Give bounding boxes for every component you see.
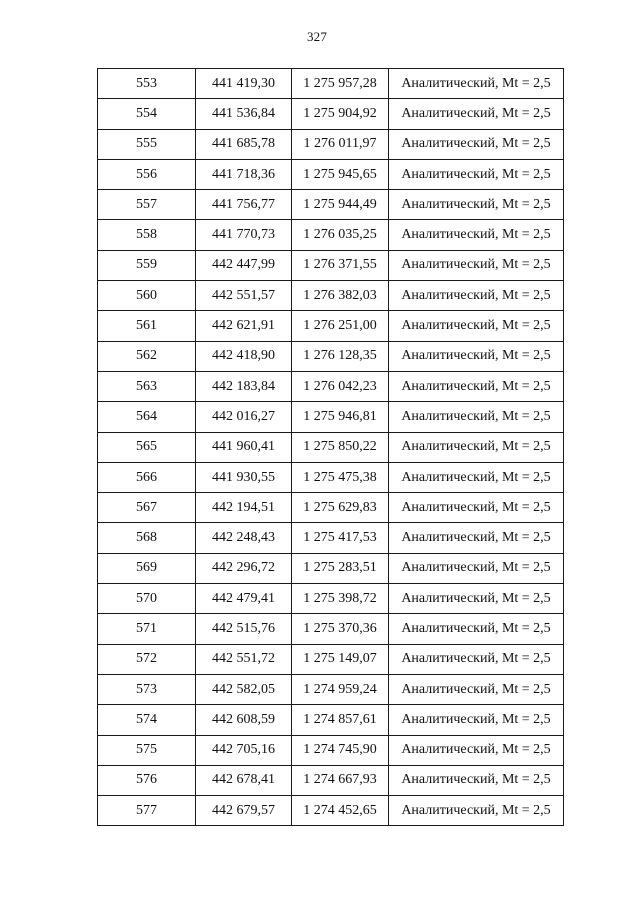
x-coordinate-cell: 442 608,59	[196, 705, 292, 735]
method-cell: Аналитический, Mt = 2,5	[389, 644, 564, 674]
method-cell: Аналитический, Mt = 2,5	[389, 220, 564, 250]
point-number-cell: 568	[98, 523, 196, 553]
x-coordinate-cell: 441 930,55	[196, 462, 292, 492]
y-coordinate-cell: 1 275 957,28	[292, 69, 389, 99]
point-number-cell: 572	[98, 644, 196, 674]
x-coordinate-cell: 441 685,78	[196, 129, 292, 159]
y-coordinate-cell: 1 276 251,00	[292, 311, 389, 341]
method-cell: Аналитический, Mt = 2,5	[389, 341, 564, 371]
coordinates-table	[97, 68, 564, 826]
point-number-cell: 576	[98, 765, 196, 795]
point-number-cell: 559	[98, 250, 196, 280]
x-coordinate-cell: 441 960,41	[196, 432, 292, 462]
method-cell: Аналитический, Mt = 2,5	[389, 735, 564, 765]
y-coordinate-cell: 1 274 745,90	[292, 735, 389, 765]
y-coordinate-cell: 1 276 128,35	[292, 341, 389, 371]
table-row	[98, 462, 564, 492]
point-number-cell: 554	[98, 99, 196, 129]
method-cell: Аналитический, Mt = 2,5	[389, 584, 564, 614]
y-coordinate-cell: 1 276 371,55	[292, 250, 389, 280]
method-cell: Аналитический, Mt = 2,5	[389, 432, 564, 462]
y-coordinate-cell: 1 275 398,72	[292, 584, 389, 614]
point-number-cell: 571	[98, 614, 196, 644]
y-coordinate-cell: 1 274 452,65	[292, 796, 389, 826]
point-number-cell: 553	[98, 69, 196, 99]
table-row	[98, 584, 564, 614]
coordinates-table-body	[98, 69, 564, 826]
method-cell: Аналитический, Mt = 2,5	[389, 765, 564, 795]
point-number-cell: 575	[98, 735, 196, 765]
y-coordinate-cell: 1 275 945,65	[292, 159, 389, 189]
table-row	[98, 129, 564, 159]
x-coordinate-cell: 441 419,30	[196, 69, 292, 99]
point-number-cell: 565	[98, 432, 196, 462]
y-coordinate-cell: 1 274 667,93	[292, 765, 389, 795]
point-number-cell: 577	[98, 796, 196, 826]
point-number-cell: 560	[98, 281, 196, 311]
y-coordinate-cell: 1 275 417,53	[292, 523, 389, 553]
method-cell: Аналитический, Mt = 2,5	[389, 553, 564, 583]
table-row	[98, 250, 564, 280]
x-coordinate-cell: 442 551,72	[196, 644, 292, 674]
table-row	[98, 432, 564, 462]
point-number-cell: 567	[98, 493, 196, 523]
table-row	[98, 220, 564, 250]
x-coordinate-cell: 442 621,91	[196, 311, 292, 341]
y-coordinate-cell: 1 276 035,25	[292, 220, 389, 250]
point-number-cell: 574	[98, 705, 196, 735]
table-row	[98, 796, 564, 826]
y-coordinate-cell: 1 274 959,24	[292, 674, 389, 704]
y-coordinate-cell: 1 276 042,23	[292, 371, 389, 401]
point-number-cell: 555	[98, 129, 196, 159]
page-number: 327	[306, 29, 328, 44]
method-cell: Аналитический, Mt = 2,5	[389, 493, 564, 523]
x-coordinate-cell: 442 551,57	[196, 281, 292, 311]
method-cell: Аналитический, Mt = 2,5	[389, 402, 564, 432]
method-cell: Аналитический, Mt = 2,5	[389, 69, 564, 99]
table-row	[98, 281, 564, 311]
x-coordinate-cell: 441 718,36	[196, 159, 292, 189]
table-row	[98, 493, 564, 523]
table-row	[98, 614, 564, 644]
table-row	[98, 341, 564, 371]
y-coordinate-cell: 1 275 904,92	[292, 99, 389, 129]
x-coordinate-cell: 442 418,90	[196, 341, 292, 371]
x-coordinate-cell: 442 679,57	[196, 796, 292, 826]
method-cell: Аналитический, Mt = 2,5	[389, 796, 564, 826]
x-coordinate-cell: 442 447,99	[196, 250, 292, 280]
y-coordinate-cell: 1 275 946,81	[292, 402, 389, 432]
method-cell: Аналитический, Mt = 2,5	[389, 371, 564, 401]
x-coordinate-cell: 442 479,41	[196, 584, 292, 614]
y-coordinate-cell: 1 275 370,36	[292, 614, 389, 644]
method-cell: Аналитический, Mt = 2,5	[389, 250, 564, 280]
x-coordinate-cell: 442 248,43	[196, 523, 292, 553]
y-coordinate-cell: 1 275 629,83	[292, 493, 389, 523]
method-cell: Аналитический, Mt = 2,5	[389, 99, 564, 129]
x-coordinate-cell: 442 183,84	[196, 371, 292, 401]
y-coordinate-cell: 1 275 475,38	[292, 462, 389, 492]
method-cell: Аналитический, Mt = 2,5	[389, 190, 564, 220]
point-number-cell: 573	[98, 674, 196, 704]
x-coordinate-cell: 442 705,16	[196, 735, 292, 765]
table-row	[98, 553, 564, 583]
y-coordinate-cell: 1 275 283,51	[292, 553, 389, 583]
x-coordinate-cell: 442 296,72	[196, 553, 292, 583]
table-row	[98, 159, 564, 189]
table-row	[98, 371, 564, 401]
x-coordinate-cell: 441 756,77	[196, 190, 292, 220]
x-coordinate-cell: 442 016,27	[196, 402, 292, 432]
y-coordinate-cell: 1 276 011,97	[292, 129, 389, 159]
point-number-cell: 557	[98, 190, 196, 220]
point-number-cell: 566	[98, 462, 196, 492]
table-row	[98, 402, 564, 432]
y-coordinate-cell: 1 274 857,61	[292, 705, 389, 735]
method-cell: Аналитический, Mt = 2,5	[389, 705, 564, 735]
method-cell: Аналитический, Mt = 2,5	[389, 129, 564, 159]
x-coordinate-cell: 442 678,41	[196, 765, 292, 795]
x-coordinate-cell: 441 770,73	[196, 220, 292, 250]
y-coordinate-cell: 1 275 850,22	[292, 432, 389, 462]
table-row	[98, 523, 564, 553]
method-cell: Аналитический, Mt = 2,5	[389, 281, 564, 311]
x-coordinate-cell: 442 582,05	[196, 674, 292, 704]
point-number-cell: 556	[98, 159, 196, 189]
method-cell: Аналитический, Mt = 2,5	[389, 159, 564, 189]
method-cell: Аналитический, Mt = 2,5	[389, 523, 564, 553]
table-row	[98, 674, 564, 704]
x-coordinate-cell: 441 536,84	[196, 99, 292, 129]
point-number-cell: 563	[98, 371, 196, 401]
table-row	[98, 99, 564, 129]
method-cell: Аналитический, Mt = 2,5	[389, 614, 564, 644]
point-number-cell: 562	[98, 341, 196, 371]
point-number-cell: 561	[98, 311, 196, 341]
method-cell: Аналитический, Mt = 2,5	[389, 462, 564, 492]
table-row	[98, 69, 564, 99]
y-coordinate-cell: 1 275 944,49	[292, 190, 389, 220]
point-number-cell: 570	[98, 584, 196, 614]
table-row	[98, 190, 564, 220]
point-number-cell: 558	[98, 220, 196, 250]
table-row	[98, 735, 564, 765]
table-row	[98, 311, 564, 341]
method-cell: Аналитический, Mt = 2,5	[389, 674, 564, 704]
table-row	[98, 705, 564, 735]
table-row	[98, 644, 564, 674]
x-coordinate-cell: 442 515,76	[196, 614, 292, 644]
x-coordinate-cell: 442 194,51	[196, 493, 292, 523]
y-coordinate-cell: 1 276 382,03	[292, 281, 389, 311]
y-coordinate-cell: 1 275 149,07	[292, 644, 389, 674]
table-row	[98, 765, 564, 795]
point-number-cell: 569	[98, 553, 196, 583]
point-number-cell: 564	[98, 402, 196, 432]
method-cell: Аналитический, Mt = 2,5	[389, 311, 564, 341]
